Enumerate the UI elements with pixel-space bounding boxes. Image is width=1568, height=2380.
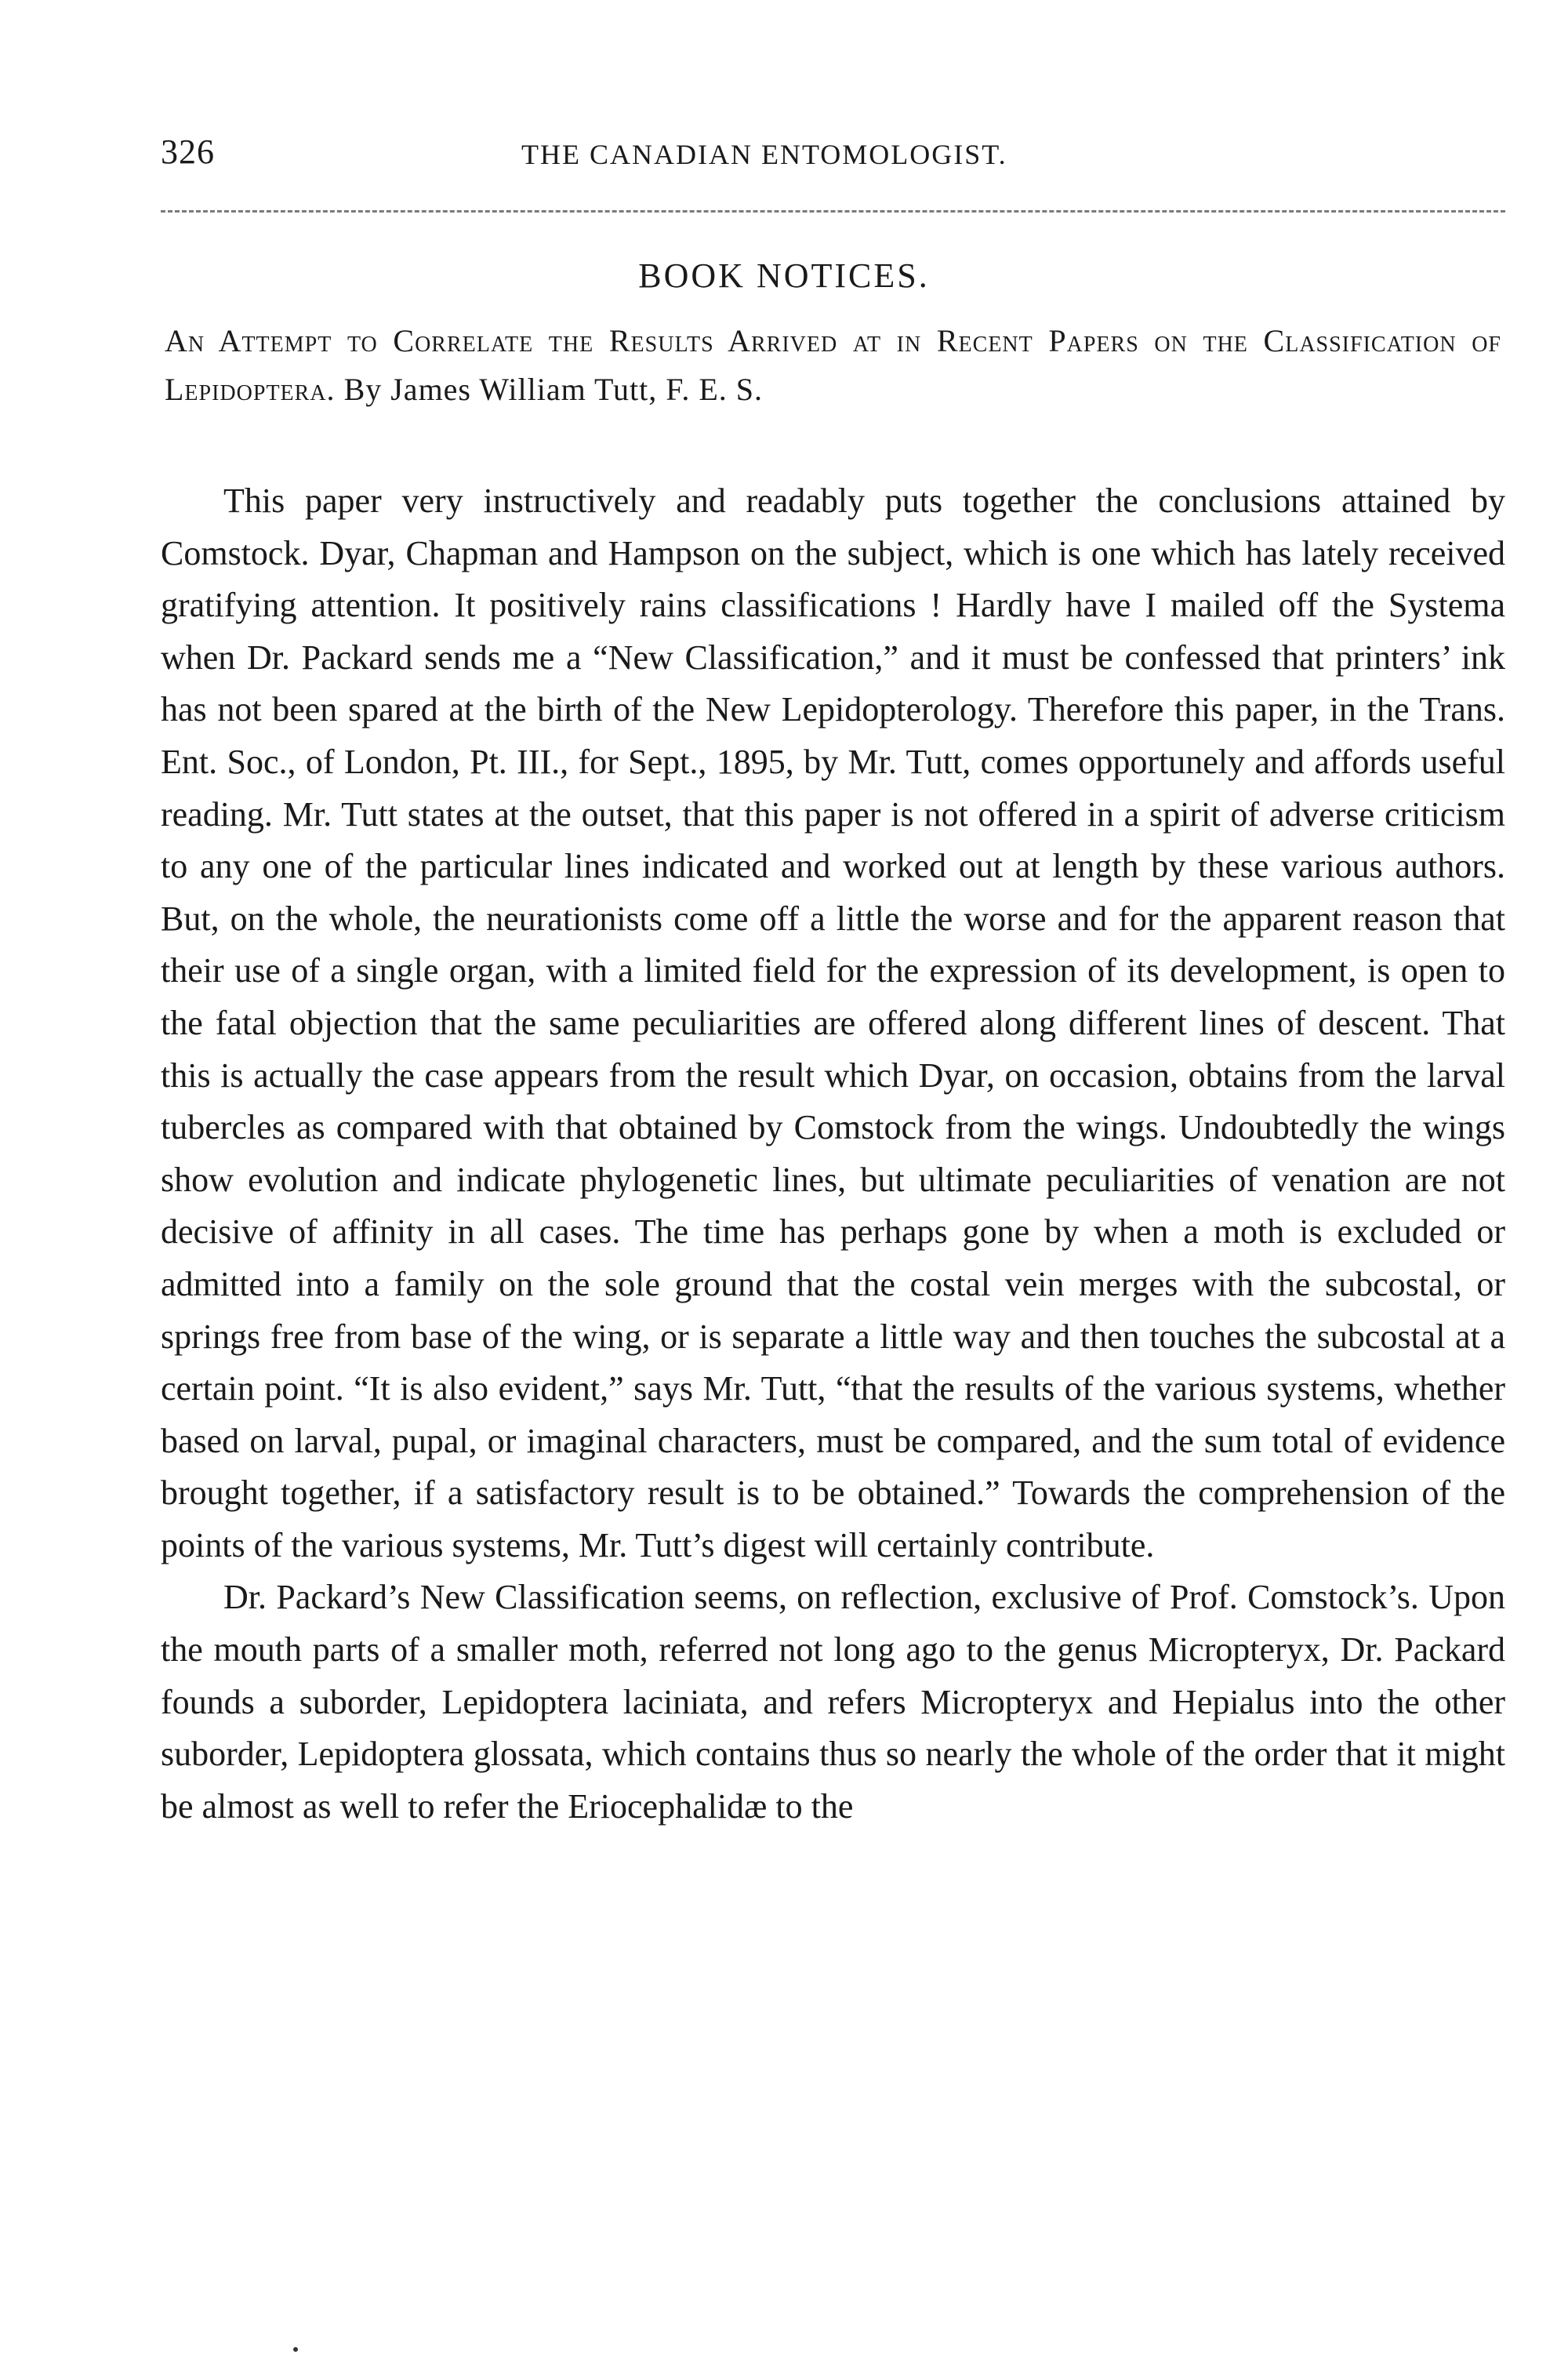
header-rule — [161, 210, 1505, 213]
notice-author: By James William Tutt, F. E. S. — [343, 372, 763, 407]
page-number: 326 — [161, 133, 215, 171]
section-title: BOOK NOTICES. — [638, 256, 930, 295]
stray-mark — [293, 2347, 298, 2352]
page-header — [161, 132, 1505, 179]
notice-title: An Attempt to Correlate the Results Arrived at in Recent Papers on the Classification of Lepidoptera. — [165, 323, 1501, 407]
notice-heading — [165, 317, 1501, 414]
paragraph: This paper very instructively and readably puts together the conclusions attained by Comstock. Dyar, Chapman and Hampson on the subject, which is one which has lately received gratifying attention. It positively rains classifications ! Hardly have I mailed off the Systema when Dr. Packard sends me a “New Classification,” and it must be confessed that printers’ ink has not been spared at the birth of the New Lepidopterology. Therefore this paper, in the Trans. Ent. Soc., of London, Pt. III., for Sept., 1895, by Mr. Tutt, comes opportunely and affords useful reading. Mr. Tutt states at the outset, that this paper is not offered in a spirit of adverse criticism to any one of the particular lines indicated and worked out at length by these various authors. But, on the whole, the neurationists come off a little the worse and for the apparent reason that their use of a single organ, with a limited field for the expression of its development, is open to the fatal objection that the same peculiarities are offered along different lines of descent. That this is actually the case appears from the result which Dyar, on occasion, obtains from the larval tubercles as compared with that obtained by Comstock from the wings. Undoubtedly the wings show evolution and indicate phylogenetic lines, but ultimate peculiarities of venation are not decisive of affinity in all cases. The time has perhaps gone by when a moth is excluded or admitted into a family on the sole ground that the costal vein merges with the subcostal, or springs free from base of the wing, or is separate a little way and then touches the subcostal at a certain point. “It is also evident,” says Mr. Tutt, “that the results of the various systems, whether based on larval, pupal, or imaginal characters, must be compared, and the sum total of evidence brought together, if a satisfactory result is to be obtained.” Towards the comprehension of the points of the various systems, Mr. Tutt’s digest will certainly contribute. — [161, 481, 1505, 1564]
paragraph: Dr. Packard’s New Classification seems, on reflection, exclusive of Prof. Comstock’s. Upon the mouth parts of a smaller moth, referred not long ago to the genus Micropteryx, Dr. Packard founds a suborder, Lepidoptera laciniata, and refers Micropteryx and Hepialus into the other suborder, Lepidoptera glossata, which contains thus so nearly the whole of the order that it might be almost as well to refer the Eriocephalidæ to the — [161, 1578, 1505, 1826]
article-body — [161, 475, 1505, 1833]
running-head: THE CANADIAN ENTOMOLOGIST. — [521, 139, 1007, 170]
